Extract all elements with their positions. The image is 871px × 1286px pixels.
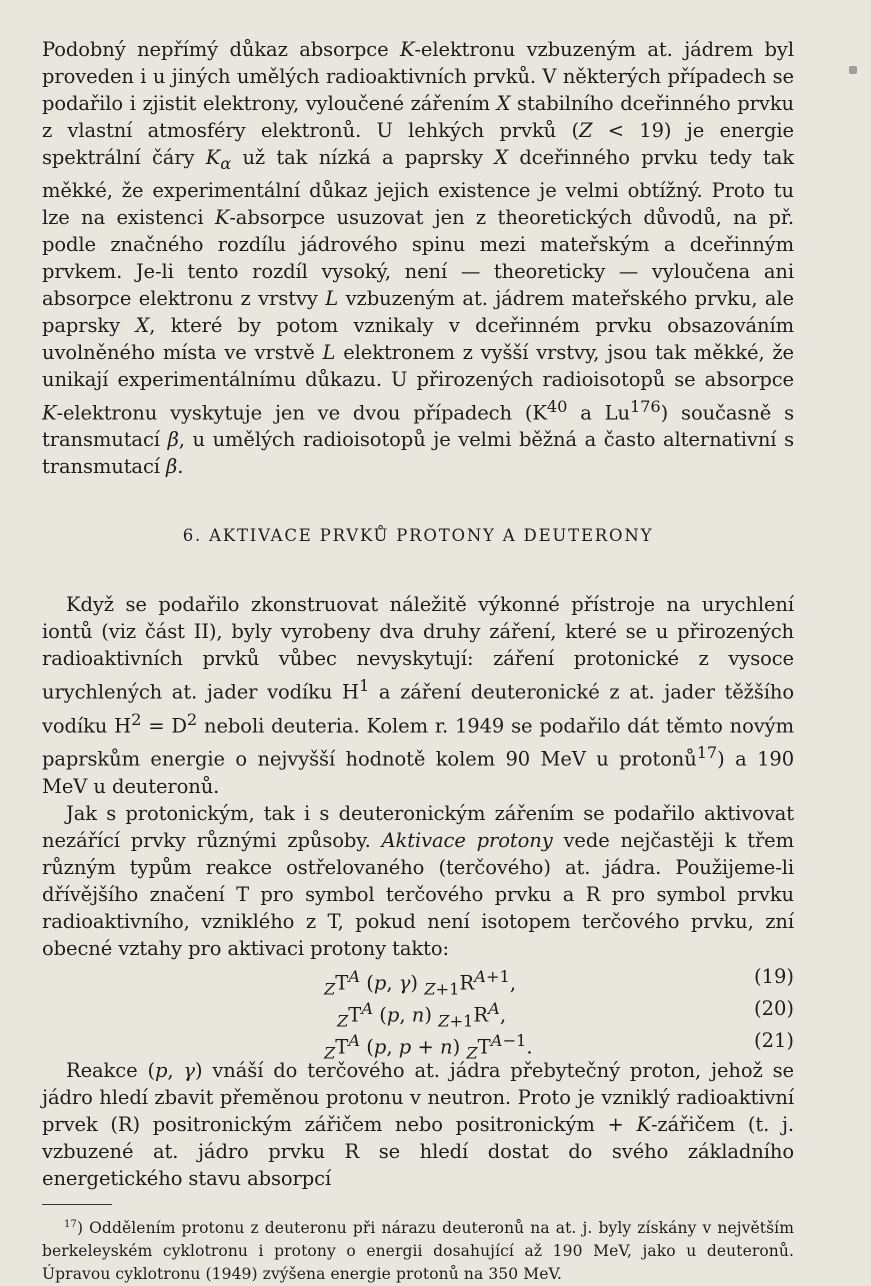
equation-expression: $_ZT^A$ (p, n) $_{Z+1}R^A$, (337, 998, 507, 1031)
footnote-17: $^{17}$) Oddělením protonu z deuteronu při nárazu deuteronů na at. j. byly získány v největším berkeleyském cyklotronu i protony o energii dosahující až 190 MeV, jako u deuteronů. Úpravou cyklotronu (1949) zvýšena energie protonů na 350 MeV. (42, 1218, 794, 1284)
equation-21 (42, 1026, 794, 1063)
section-heading: 6. AKTIVACE PRVKŮ PROTONY A DEUTERONY (182, 526, 654, 546)
footnote-divider (42, 1204, 112, 1205)
paragraph-k-absorption: Podobný nepřímý důkaz absorpce K-elektronu vzbuzeným at. jádrem byl proveden i u jiných umělých radioaktivních prvků. V některých případech se podařilo i zjistit elektrony, vyloučené zářením X stabilního dceřinného prvku z vlastní atmosféry elektronů. U lehkých prvků (Z < 19) je energie spektrální čáry $K_\alpha$ už tak nízká a paprsky X dceřinného prvku tedy tak měkké, že experimentální důkaz jejich existence je velmi obtížný. Proto tu lze na existenci K-absorpce usuzovat jen z theoretických důvodů, na př. podle značného rozdílu jádrového spinu mezi mateřským a dceřinným prvkem. Je-li tento rozdíl vysoký, není — theoreticky — vyloučena ani absorpce elektronu z vrstvy L vzbuzeným at. jádrem mateřského prvku, ale paprsky X, které by potom vznikaly v dceřinném prvku obsazováním uvolněného místa ve vrstvě L elektronem z vyšší vrstvy, jsou tak měkké, že unikají experimentálnímu důkazu. U přirozených radioisotopů se absorpce K-elektronu vyskytuje jen ve dvou případech ($K^{40}$ a Lu$^{176}$) současně s transmutací β, u umělých radioisotopů je velmi běžná a často alternativní s transmutací β. (42, 38, 795, 479)
equation-20 (42, 994, 794, 1031)
equation-number: (21) (753, 1028, 794, 1052)
equation-number: (20) (753, 996, 794, 1020)
equation-expression: $_ZT^A$ (p, γ) $_{Z+1}R^{A+1}$, (324, 966, 517, 999)
paragraph-reaction: Reakce (p, γ) vnáší do terčového at. jádra přebytečný proton, jehož se jádro hledí zbavit přeměnou protonu v neutron. Proto je vzniklý radioaktivní prvek (R) positronickým zářičem nebo positronickým + K-zářičem (t. j. vzbuzené at. jádro prvku R se hledí dostat do svého základního energetického stavu absorpcí (42, 1058, 794, 1190)
equations-block (42, 962, 794, 1063)
equation-expression: $_ZT^A$ (p, p + n) $_ZT^{A-1}$. (324, 1030, 533, 1063)
paragraph-activation: Jak s protonickým, tak i s deuteronickým zářením se podařilo aktivovat nezářící prvky různými způsoby. Aktivace protony vede nejčastěji k třem různým typům reakce ostřelovaného (terčového) at. jádra. Použijeme-li dřívějšího značení T pro symbol terčového prvku a R pro symbol prvku radioaktivního, vzniklého z T, pokud není isotopem terčového prvku, zní obecné vztahy pro aktivaci protony takto: (42, 801, 795, 960)
paragraph-accelerators: Když se podařilo zkonstruovat náležitě výkonné přístroje na urychlení iontů (viz část II), byly vyrobeny dva druhy záření, které se u přirozených radioaktivních prvků vůbec nevyskytují: záření protonické z vysoce urychlených at. jader vodíku $H^1$ a záření deuteronické z at. jader těžšího vodíku $H^2 = D^2$ neboli deuteria. Kolem r. 1949 se podařilo dát těmto novým paprskům energie o nejvyšší hodnotě kolem 90 MeV u protonů$^{17}$) a 190 MeV u deuteronů. (42, 593, 794, 798)
margin-mark (849, 66, 857, 74)
book-page (42, 36, 794, 1286)
equation-19 (42, 962, 794, 999)
equation-number: (19) (753, 964, 794, 988)
